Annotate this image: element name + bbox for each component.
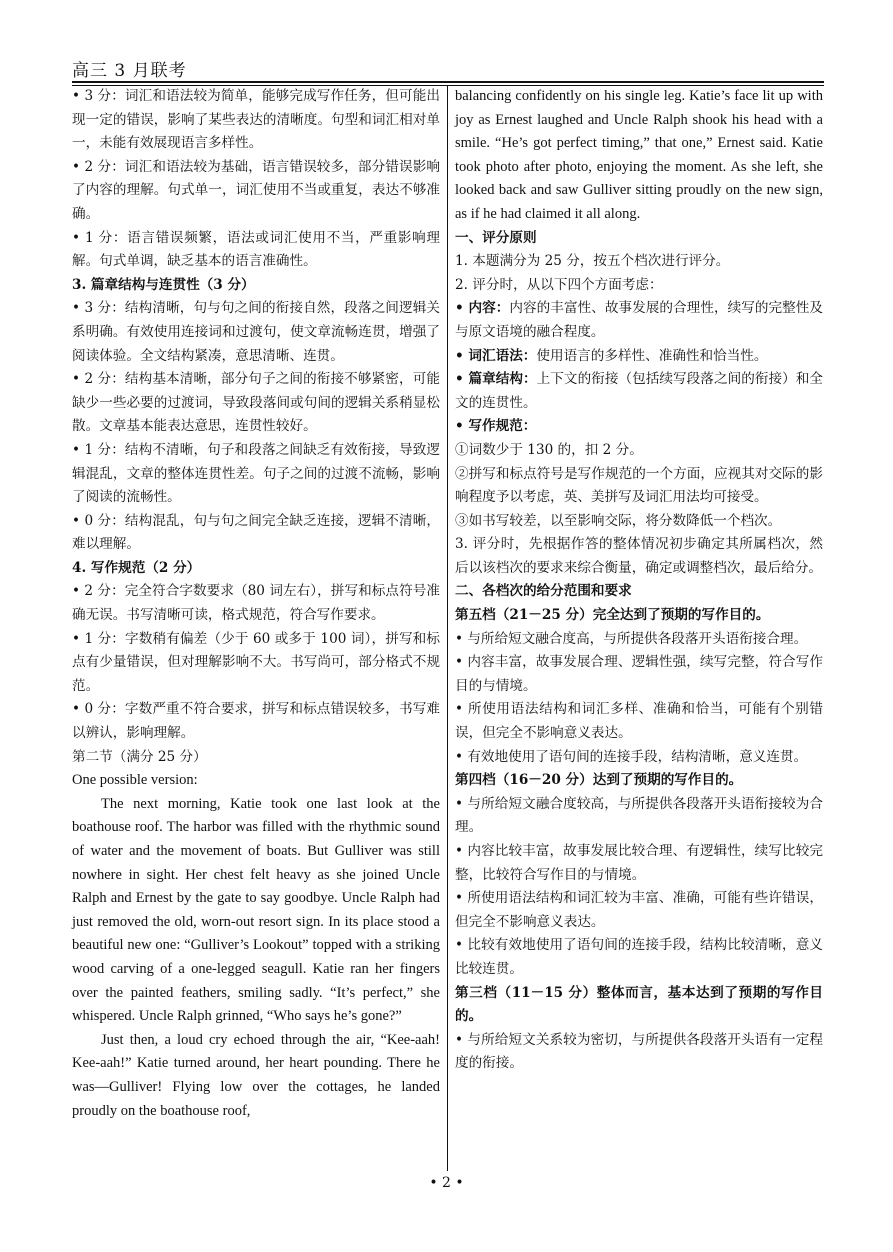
paragraph: • 0 分：字数严重不符合要求，拼写和标点错误较多，书写难以辨认，影响理解。 xyxy=(72,701,440,742)
paragraph: 1. 本题满分为 25 分，按五个档次进行评分。 xyxy=(455,253,730,270)
paragraph xyxy=(455,368,823,415)
paragraph-text: 上下文的衔接（包括续写段落之间的衔接）和全文的连贯性。 xyxy=(455,371,824,411)
paragraph: 4. 写作规范（2 分） xyxy=(72,559,201,576)
paragraph: 第四档（16－20 分）达到了预期的写作目的。 xyxy=(455,772,743,789)
paragraph: 2. 评分时，从以下四个方面考虑： xyxy=(455,276,663,293)
paragraph: • 与所给短文关系较为密切，与所提供各段落开头语有一定程度的衔接。 xyxy=(455,1031,823,1072)
paragraph-text: 使用语言的多样性、准确性和恰当性。 xyxy=(536,347,768,364)
paragraph: • 与所给短文融合度较高，与所提供各段落开头语衔接较为合理。 xyxy=(455,795,823,836)
paragraph-lead: • 词汇语法： xyxy=(455,347,537,364)
paragraph: • 所使用语法结构和词汇多样、准确和恰当，可能有个别错误，但完全不影响意义表达。 xyxy=(455,701,823,742)
paragraph: • 写作规范： xyxy=(455,418,537,435)
paragraph: • 与所给短文融合度高，与所提供各段落开头语衔接合理。 xyxy=(455,630,808,647)
page-number: • 2 • xyxy=(429,1175,464,1191)
paragraph: 二、各档次的给分范围和要求 xyxy=(455,583,632,600)
paragraph: • 3 分：词汇和语法较为简单，能够完成写作任务，但可能出现一定的错误，影响了某些表达的清晰度。句型和词汇相对单一，未能有效展现语言多样性。 xyxy=(72,88,440,152)
paragraph: The next morning, Katie took one last look at the boathouse roof. The harbor was filled with the rhythmic sound of water and the movement of boats. But Gulliver was still nowhere in sight. Her chest felt heavy as she joined Uncle Ralph and Ernest by the gate to say goodbye. Uncle Ralph had just removed the old, worn-out resort sign. In its place stood a beautiful new one: “Gulliver’s Lookout” topped with a striking wood carving of a one-legged seagull. Katie ran her fingers over the painted feathers, smiling sadly. “It’s perfect,” she whispered. Uncle Ralph grinned, “Who says he’s gone?” xyxy=(72,795,440,1025)
paragraph: • 1 分：语言错误频繁，语法或词汇使用不当，严重影响理解。句式单调，缺乏基本的语言准确性。 xyxy=(72,229,440,270)
paragraph: • 比较有效地使用了语句间的连接手段，结构比较清晰，意义比较连贯。 xyxy=(455,937,823,977)
paragraph: 第二节（满分 25 分） xyxy=(72,748,207,765)
right-column xyxy=(455,85,823,1076)
page-title: 高三 3 月联考 xyxy=(72,61,187,81)
paragraph: 一、评分原则 xyxy=(455,229,537,246)
paragraph: Just then, a loud cry echoed through the air, “Kee-aah! Kee-aah!” Katie turned around, her heart pounding. There he was—Gulliver! Flying low over the cottages, he landed proudly on the boathouse roof, xyxy=(72,1031,440,1119)
paragraph: 第三档（11－15 分）整体而言，基本达到了预期的写作目的。 xyxy=(455,984,823,1025)
paragraph: • 2 分：完全符合字数要求（80 词左右），拼写和标点符号准确无误。书写清晰可读，格式规范，符合写作要求。 xyxy=(72,583,440,624)
paragraph-lead: • 内容： xyxy=(455,300,510,317)
paragraph: ③如书写较差，以至影响交际，将分数降低一个档次。 xyxy=(455,512,782,529)
paragraph: 3. 评分时，先根据作答的整体情况初步确定其所属档次，然后以该档次的要求来综合衡量，确定或调整档次，最后给分。 xyxy=(455,536,823,576)
column-divider xyxy=(447,86,448,1171)
paragraph: • 1 分：结构不清晰，句子和段落之间缺乏有效衔接，导致逻辑混乱，文章的整体连贯性差。句子之间的过渡不流畅，影响了阅读的流畅性。 xyxy=(72,441,440,506)
paragraph: ①词数少于 130 的，扣 2 分。 xyxy=(455,441,643,458)
paragraph: • 内容比较丰富，故事发展比较合理、有逻辑性，续写比较完整，比较符合写作目的与情境。 xyxy=(455,843,823,883)
paragraph xyxy=(455,297,823,344)
paragraph: 第五档（21－25 分）完全达到了预期的写作目的。 xyxy=(455,607,770,624)
header-rule xyxy=(72,81,824,83)
paragraph-text: 内容的丰富性、故事发展的合理性，续写的完整性及与原文语境的融合程度。 xyxy=(455,300,824,340)
paragraph: balancing confidently on his single leg. Katie’s face lit up with joy as Ernest laughed and Uncle Ralph shook his head with a smile. “He’s got perfect timing,” that one,” Ernest said. Katie took photo after photo, enjoying the moment. As she left, she looked back and saw Gulliver sitting proudly on the new sign, as if he had claimed it all along. xyxy=(455,88,823,222)
paragraph: • 2 分：词汇和语法较为基础，语言错误较多，部分错误影响了内容的理解。句式单一，词汇使用不当或重复，表达不够准确。 xyxy=(72,158,440,222)
paragraph: • 0 分：结构混乱，句与句之间完全缺乏连接，逻辑不清晰，难以理解。 xyxy=(72,512,440,553)
paragraph: • 有效地使用了语句间的连接手段，结构清晰，意义连贯。 xyxy=(455,748,808,765)
left-column xyxy=(72,85,440,1123)
paragraph: ②拼写和标点符号是写作规范的一个方面，应视其对交际的影响程度予以考虑，英、美拼写及词汇用法均可接受。 xyxy=(455,465,823,506)
paragraph: • 1 分：字数稍有偏差（少于 60 或多于 100 词），拼写和标点有少量错误，但对理解影响不大。书写尚可，部分格式不规范。 xyxy=(72,630,440,694)
paragraph: • 2 分：结构基本清晰，部分句子之间的衔接不够紧密，可能缺少一些必要的过渡词，导致段落间或句间的逻辑关系稍显松散。文章基本能表达意思，连贯性较好。 xyxy=(72,371,440,435)
paragraph: • 3 分：结构清晰，句与句之间的衔接自然，段落之间逻辑关系明确。有效使用连接词和过渡句，使文章流畅连贯，增强了阅读体验。全文结构紧凑，意思清晰、连贯。 xyxy=(72,300,440,364)
paragraph: • 内容丰富，故事发展合理、逻辑性强，续写完整，符合写作目的与情境。 xyxy=(455,654,823,694)
paragraph xyxy=(455,345,823,369)
paragraph: 3. 篇章结构与连贯性（3 分） xyxy=(72,276,255,293)
paragraph: One possible version: xyxy=(72,772,198,789)
paragraph: • 所使用语法结构和词汇较为丰富、准确，可能有些许错误，但完全不影响意义表达。 xyxy=(455,890,823,930)
paragraph-lead: • 篇章结构： xyxy=(455,371,537,388)
